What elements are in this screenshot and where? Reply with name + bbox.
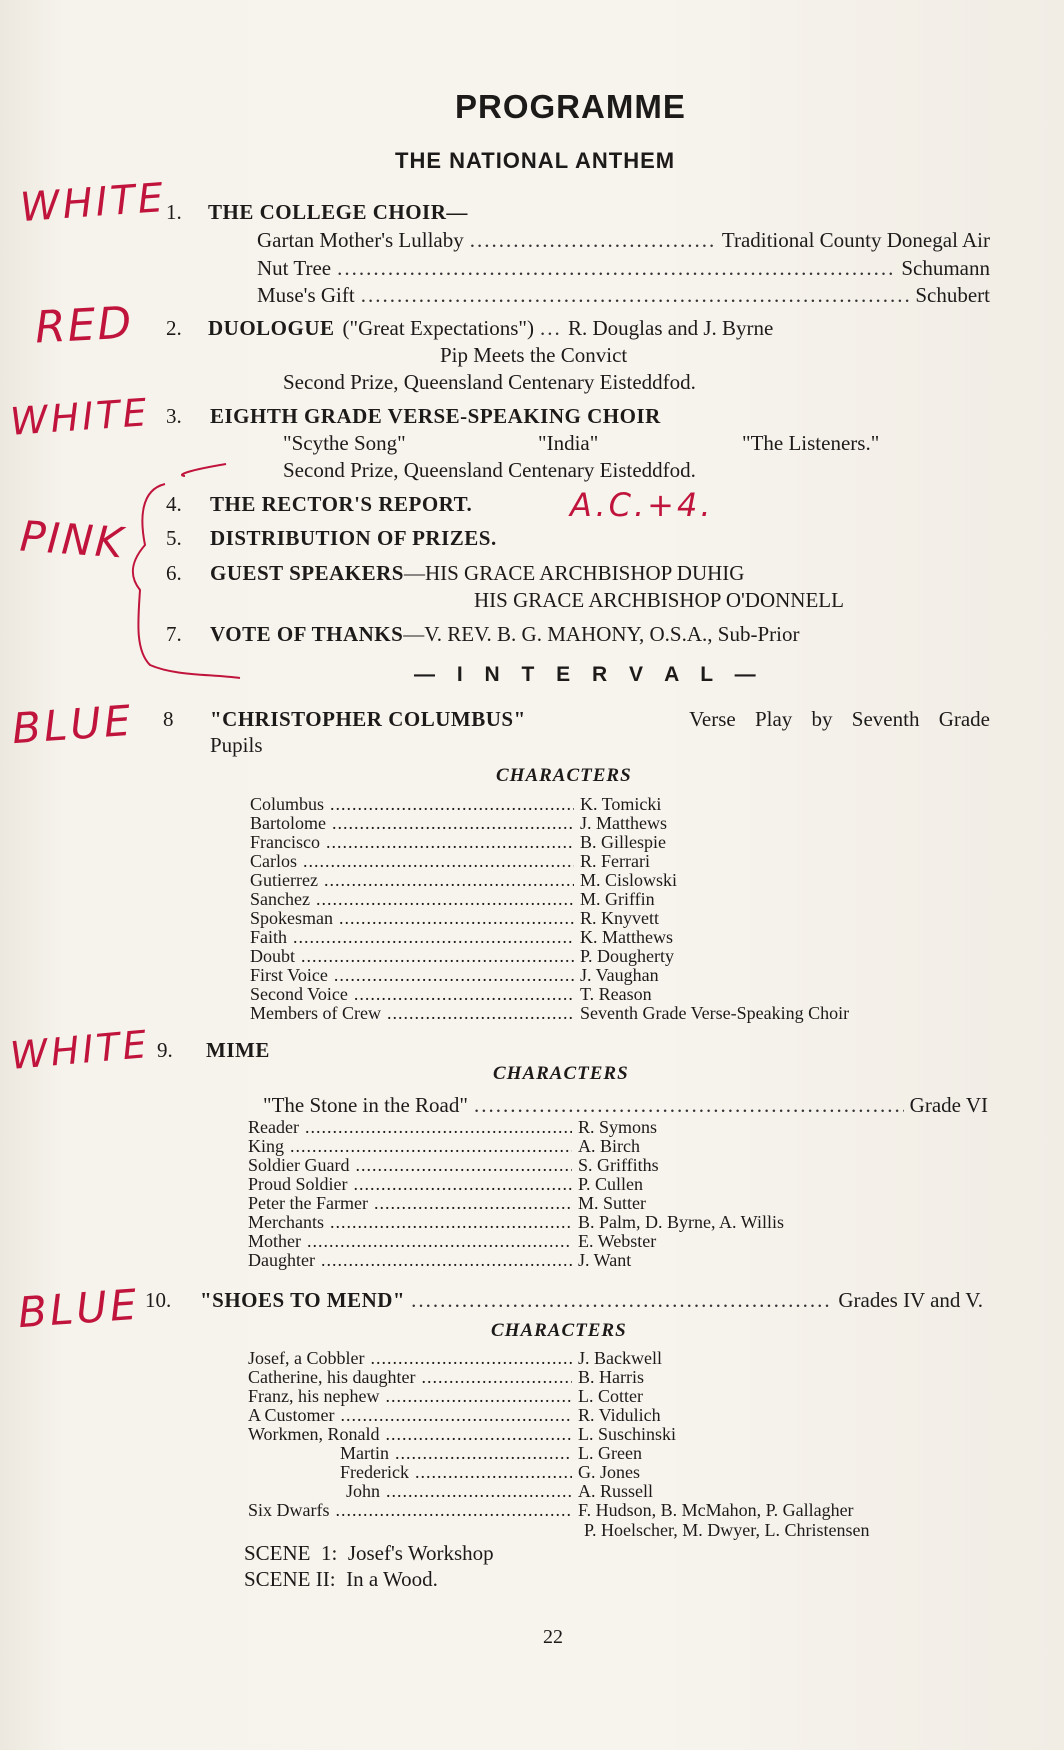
piece-composer: Schumann [901, 256, 990, 280]
item-number: 7. [166, 622, 182, 646]
cast-role: Reader [248, 1117, 299, 1137]
cast-actor: L. Cotter [578, 1386, 643, 1406]
cast-role: Gutierrez [250, 870, 318, 890]
handwritten-note-pink: PINK [18, 511, 127, 568]
item-number: 9. [157, 1038, 173, 1062]
cast-role: Six Dwarfs [248, 1500, 330, 1520]
item-title: VOTE OF THANKS [210, 622, 404, 646]
handwritten-note-ac: A.C.+4. [570, 486, 714, 524]
piece-title: "India" [538, 431, 599, 455]
bracket-line [133, 484, 240, 678]
cast-actor: A. Birch [578, 1136, 640, 1156]
piece-composer: Schubert [915, 283, 990, 307]
item-title: DUOLOGUE [208, 316, 335, 340]
speaker-name: —HIS GRACE ARCHBISHOP DUHIG [403, 561, 745, 585]
piece-title: Nut Tree [257, 256, 332, 280]
characters-heading: CHARACTERS [491, 1320, 627, 1341]
cast-role: Francisco [250, 832, 320, 852]
item-title: GUEST SPEAKERS [210, 561, 404, 585]
play-grade: Grades IV and V. [838, 1288, 983, 1312]
anthem-heading: THE NATIONAL ANTHEM [395, 148, 676, 173]
play-grade: Grade VI [909, 1093, 988, 1117]
play-title: "The Stone in the Road" [263, 1093, 468, 1117]
cast-actor: L. Green [578, 1443, 642, 1463]
item-detail: Verse Play by Seventh Grade [689, 707, 990, 731]
cast-role: Mother [248, 1231, 301, 1251]
item-title: THE RECTOR'S REPORT. [210, 492, 473, 516]
cast-role: John [346, 1481, 381, 1501]
cast-actor: M. Cislowski [580, 870, 678, 890]
cast-role: Workmen, Ronald [248, 1424, 380, 1444]
piece-title: Gartan Mother's Lullaby [257, 228, 464, 252]
handwritten-note-white: WHITE [18, 174, 168, 232]
cast-actor: F. Hudson, B. McMahon, P. Gallagher [578, 1500, 854, 1520]
characters-heading: CHARACTERS [496, 765, 632, 786]
piece-title: "The Listeners." [742, 431, 880, 455]
cast-actor: R. Ferrari [580, 851, 650, 871]
cast-role: Peter the Farmer [248, 1193, 368, 1213]
cast-actor: B. Palm, D. Byrne, A. Willis [578, 1212, 784, 1232]
cast-role: Franz, his nephew [248, 1386, 380, 1406]
cast-role: Sanchez [250, 889, 310, 909]
cast-role: Frederick [340, 1462, 409, 1482]
cast-actor: S. Griffiths [578, 1155, 659, 1175]
interval-heading: — I N T E R V A L — [414, 663, 764, 686]
item-number: 2. [166, 316, 182, 340]
cast-actor: R. Knyvett [580, 908, 659, 928]
cast-role: Catherine, his daughter [248, 1367, 416, 1387]
piece-composer: Traditional County Donegal Air [721, 228, 990, 252]
item-authors: R. Douglas and J. Byrne [568, 316, 774, 340]
item-title: MIME [206, 1038, 270, 1062]
item-detail: Second Prize, Queensland Centenary Eisteddfod. [283, 458, 696, 482]
piece-title: "Scythe Song" [283, 431, 406, 455]
cast-role: Members of Crew [250, 1003, 381, 1023]
cast-actor: T. Reason [580, 984, 652, 1004]
piece-title: Muse's Gift [257, 283, 355, 307]
speaker-name: HIS GRACE ARCHBISHOP O'DONNELL [474, 588, 844, 612]
cast-role: Spokesman [250, 908, 333, 928]
cast-role: Soldier Guard [248, 1155, 350, 1175]
handwritten-note-red: RED [33, 297, 135, 354]
cast-role: Bartolome [250, 813, 326, 833]
cast-actor: A. Russell [578, 1481, 654, 1501]
cast-actor: B. Harris [578, 1367, 644, 1387]
scene-line: SCENE II: In a Wood. [244, 1567, 438, 1591]
item-number: 5. [166, 526, 182, 550]
cast-actor: Seventh Grade Verse-Speaking Choir [580, 1003, 850, 1023]
cast-actor: J. Backwell [578, 1348, 662, 1368]
cast-actor: J. Matthews [580, 813, 667, 833]
cast-actor: M. Sutter [578, 1193, 647, 1213]
page-number: 22 [543, 1626, 563, 1648]
cast-actor: E. Webster [578, 1231, 657, 1251]
cast-actor: K. Matthews [580, 927, 673, 947]
cast-actor: L. Suschinski [578, 1424, 677, 1444]
handwritten-note-white: WHITE [8, 1022, 152, 1078]
cast-role: Merchants [248, 1212, 324, 1232]
cast-actor: P. Dougherty [580, 946, 674, 966]
cast-role: Josef, a Cobbler [248, 1348, 365, 1368]
cast-actor: J. Vaughan [580, 965, 659, 985]
cast-role: Second Voice [250, 984, 348, 1004]
cast-role: A Customer [248, 1405, 335, 1425]
handwritten-note-blue: BLUE [16, 1279, 142, 1338]
cast-role: Columbus [250, 794, 325, 814]
cast-role: Carlos [250, 851, 297, 871]
item-title: "SHOES TO MEND" [200, 1288, 406, 1312]
item-title: THE COLLEGE CHOIR— [208, 200, 468, 224]
page-title: PROGRAMME [455, 88, 686, 125]
handwritten-note-blue: BLUE [10, 695, 136, 754]
item-detail: Second Prize, Queensland Centenary Eisteddfod. [283, 370, 696, 394]
cast-role: Doubt [250, 946, 295, 966]
cast-role: First Voice [250, 965, 328, 985]
cast-actor: R. Symons [578, 1117, 658, 1137]
cast-actor-continued: P. Hoelscher, M. Dwyer, L. Christensen [584, 1520, 870, 1540]
handwritten-note-white: WHITE [8, 390, 151, 444]
item-subtitle: ("Great Expectations") [342, 316, 534, 340]
item-number: 8 [163, 707, 174, 731]
cast-actor: R. Vidulich [578, 1405, 661, 1425]
bracket-line [182, 464, 226, 476]
item-number: 1. [166, 200, 182, 224]
scene-line: SCENE 1: Josef's Workshop [244, 1541, 494, 1565]
characters-heading: CHARACTERS [493, 1063, 629, 1084]
cast-actor: M. Griffin [580, 889, 655, 909]
item-number: 10. [145, 1288, 172, 1312]
cast-role: Martin [340, 1443, 389, 1463]
cast-actor: G. Jones [578, 1462, 640, 1482]
cast-actor: J. Want [578, 1250, 632, 1270]
cast-role: Proud Soldier [248, 1174, 348, 1194]
item-detail: —V. REV. B. G. MAHONY, O.S.A., Sub-Prior [403, 622, 800, 646]
item-detail: Pupils [210, 733, 263, 757]
item-detail: Pip Meets the Convict [440, 343, 628, 367]
item-title: "CHRISTOPHER COLUMBUS" [210, 707, 526, 731]
item-title: DISTRIBUTION OF PRIZES. [210, 526, 497, 550]
cast-role: Faith [250, 927, 288, 947]
item-number: 4. [166, 492, 182, 516]
item-title: EIGHTH GRADE VERSE-SPEAKING CHOIR [210, 404, 661, 428]
cast-role: King [248, 1136, 284, 1156]
cast-actor: P. Cullen [578, 1174, 644, 1194]
cast-actor: B. Gillespie [580, 832, 666, 852]
item-number: 6. [166, 561, 182, 585]
cast-role: Daughter [248, 1250, 315, 1270]
cast-actor: K. Tomicki [580, 794, 662, 814]
item-number: 3. [166, 404, 182, 428]
